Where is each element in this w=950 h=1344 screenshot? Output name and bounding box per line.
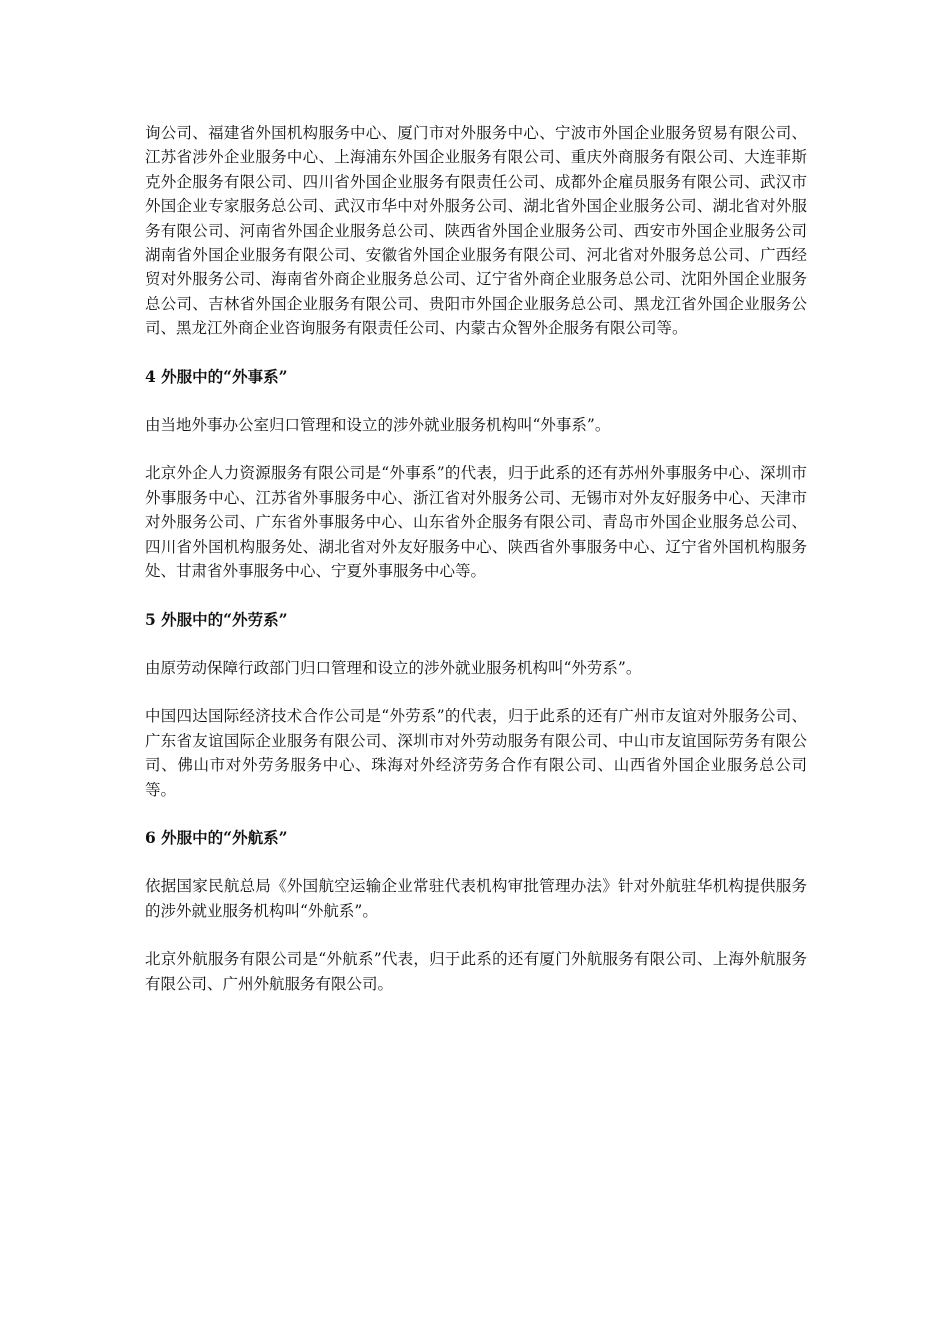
section-6-member-list: 北京外航服务有限公司是“外航系”代表，归于此系的还有厦门外航服务有限公司、上海外航服务有限公司、广州外航服务有限公司。	[145, 950, 807, 993]
section-5-member-list: 中国四达国际经济技术合作公司是“外劳系”的代表，归于此系的还有广州市友谊对外服务公司、广东省友谊国际企业服务有限公司、深圳市对外劳动服务有限公司、中山市友谊国际劳务有限公司、佛山市对外劳务服务中心、珠海对外经济劳务合作有限公司、山西省外国企业服务总公司等。	[145, 707, 807, 799]
section-4-member-list: 北京外企人力资源服务有限公司是“外事系”的代表，归于此系的还有苏州外事服务中心、深圳市外事服务中心、江苏省外事服务中心、浙江省对外服务公司、无锡市对外友好服务中心、天津市对外服务公司、广东省外事服务中心、山东省外企服务有限公司、青岛市外国企业服务总公司、四川省外国机构服务处、湖北省对外友好服务中心、陕西省外事服务中心、辽宁省外国机构服务处、甘肃省外事服务中心、宁夏外事服务中心等。	[145, 464, 807, 581]
section-6-definition: 依据国家民航总局《外国航空运输企业常驻代表机构审批管理办法》针对外航驻华机构提供服务的涉外就业服务机构叫“外航系”。	[145, 877, 807, 920]
continued-paragraph: 询公司、福建省外国机构服务中心、厦门市对外服务中心、宁波市外国企业服务贸易有限公司、江苏省涉外企业服务中心、上海浦东外国企业服务有限公司、重庆外商服务有限公司、大连菲斯克外企服务有限公司、四川省外国企业服务有限责任公司、成都外企雇员服务有限公司、武汉市外国企业专家服务总公司、武汉市华中对外服务公司、湖北省外国企业服务公司、湖北省对外服务有限公司、河南省外国企业服务总公司、陕西省外国企业服务公司、西安市外国企业服务公司湖南省外国企业服务有限公司、安徽省外国企业服务有限公司、河北省对外服务总公司、广西经贸对外服务公司、海南省外商企业服务总公司、辽宁省外商企业服务总公司、沈阳外国企业服务总公司、吉林省外国企业服务有限公司、贵阳市外国企业服务总公司、黑龙江省外国企业服务公司、黑龙江外商企业咨询服务有限责任公司、内蒙古众智外企服务有限公司等。	[145, 124, 807, 338]
section-4-definition: 由当地外事办公室归口管理和设立的涉外就业服务机构叫“外事系”。	[145, 416, 611, 435]
document-page	[145, 121, 807, 996]
section-6-heading: 6 外服中的“外航系”	[145, 827, 288, 847]
section-5-definition: 由原劳动保障行政部门归口管理和设立的涉外就业服务机构叫“外劳系”。	[145, 658, 642, 677]
section-4-heading: 4 外服中的“外事系”	[145, 366, 288, 386]
section-5-heading: 5 外服中的“外劳系”	[145, 609, 288, 629]
